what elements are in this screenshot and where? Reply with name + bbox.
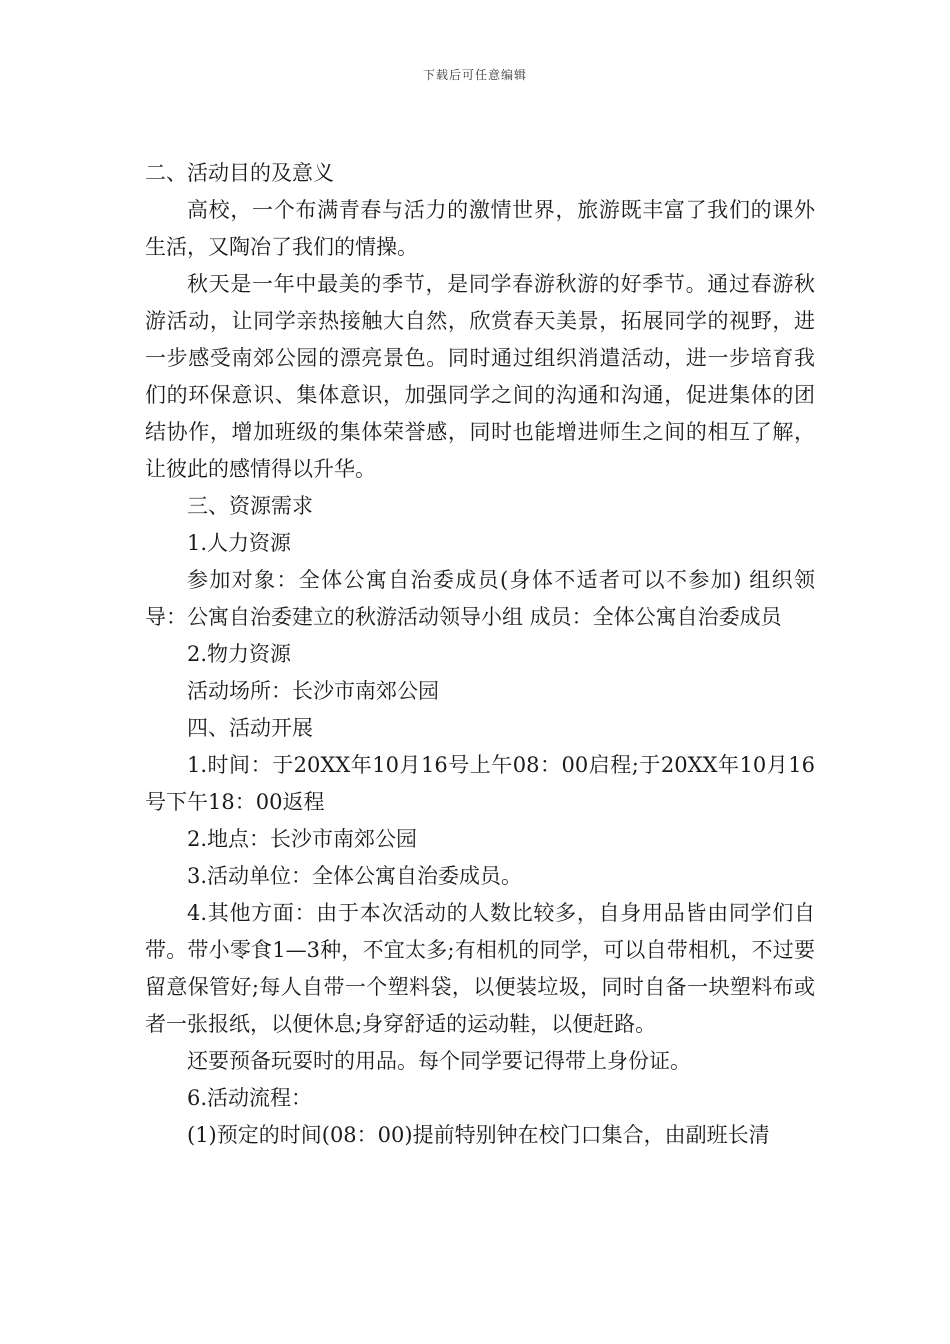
paragraph-university: 高校，一个布满青春与活力的激情世界，旅游既丰富了我们的课外生活，又陶冶了我们的情操。 [145,198,815,259]
paragraph-autumn: 秋天是一年中最美的季节，是同学春游秋游的好季节。通过春游秋游活动，让同学亲热接触大自然，欣赏春天美景，拓展同学的视野，进一步感受南郊公园的漂亮景色。同时通过组织消遣活动，进一步培育我们的环保意识、集体意识，加强同学之间的沟通和沟通，促进集体的团结协作，增加班级的集体荣誉感，同时也能增进师生之间的相互了解，让彼此的感情得以升华。 [145,272,815,481]
subheading-material-resources: 2.物力资源 [187,642,292,666]
document-body [145,155,815,1154]
section-heading-purpose: 二、活动目的及意义 [145,161,334,185]
section-heading-activity: 四、活动开展 [187,716,313,740]
paragraph-time: 1.时间：于20XX年10月16号上午08：00启程;于20XX年10月16号下午18：00返程 [145,753,815,814]
subheading-human-resources: 1.人力资源 [187,531,292,555]
subheading-process: 6.活动流程： [187,1086,313,1110]
paragraph-participants: 参加对象：全体公寓自治委成员(身体不适者可以不参加) 组织领导：公寓自治委建立的秋游活动领导小组 成员：全体公寓自治委成员 [145,568,815,629]
page-header: 下载后可任意编辑 [422,68,527,82]
paragraph-other: 4.其他方面：由于本次活动的人数比较多，自身用品皆由同学们自带。带小零食1—3种，不宜太多;有相机的同学，可以自带相机，不过要留意保管好;每人自带一个塑料袋，以便装垃圾，同时自备一块塑料布或者一张报纸，以便休息;身穿舒适的运动鞋，以便赶路。 [145,901,815,1036]
paragraph-process-step-1: (1)预定的时间(08：00)提前特别钟在校门口集合，由副班长清 [187,1123,770,1147]
section-heading-resources: 三、资源需求 [187,494,313,518]
paragraph-venue: 活动场所：长沙市南郊公园 [187,679,439,703]
paragraph-unit: 3.活动单位：全体公寓自治委成员。 [187,864,523,888]
paragraph-prepare: 还要预备玩耍时的用品。每个同学要记得带上身份证。 [187,1049,691,1073]
paragraph-location: 2.地点：长沙市南郊公园 [187,827,418,851]
